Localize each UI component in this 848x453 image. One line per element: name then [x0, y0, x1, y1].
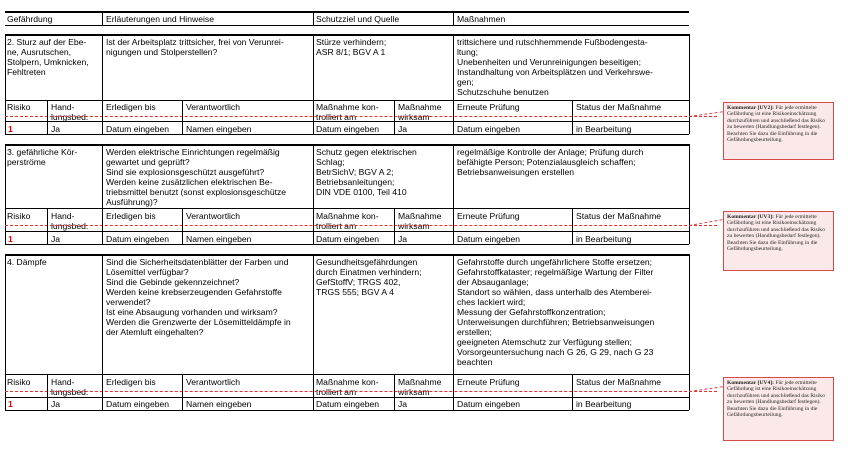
status-value[interactable]: in Bearbeitung [576, 124, 632, 134]
table-border [5, 11, 689, 13]
header-gefaehrdung: Gefährdung [7, 14, 53, 24]
risk-header-status: Status der Maßnahme [576, 102, 662, 112]
comment-title: Kommentar [UV3]: [727, 214, 774, 220]
header-erlaeuterungen: Erläuterungen und Hinweise [106, 14, 214, 24]
risk-header-verantwortlich: Verantwortlich [186, 377, 240, 387]
risk-header-pruefung: Erneute Prüfung [457, 377, 520, 387]
risk-header-risiko: Risiko [7, 377, 31, 387]
risk-header-status: Status der Maßnahme [576, 211, 662, 221]
explanation-text: Sind die Sicherheitsdatenblätter der Farben und Lösemittel verfügbar? Sind die Gebinde gekennzeichnet? Werden keine krebserzeugenden Gefahrstoffe verwendet? Ist eine Absaugung vorhanden und wirksam? Werden die Grenzwerte der Lösemitteldämpfe in der Atemluft eingehalten? [106, 257, 291, 337]
risk-header-status: Status der Maßnahme [576, 377, 662, 387]
handlung-value[interactable]: Ja [51, 124, 61, 134]
erledigen-value[interactable]: Datum eingeben [106, 399, 170, 409]
risk-header-erledigen: Erledigen bis [106, 102, 156, 112]
measures-text: Gefahrstoffe durch ungefährlichere Stoffe ersetzen; Gefahrstoffkataster; regelmäßige Wartung der Filter der Absauganlage; Standort so wählen, dass unterhalb des Atemberei- ches lackiert wird; Messung der Gefahrstoffkonzentration; Unterweisungen durchführen; Betriebsanweisungen erstellen; geeigneten Atemschutz zur Verfügung stellen; Vorsorgeuntersuchung nach G 26, G 29, nach G 23 beachten [457, 257, 655, 367]
risk-header-kontrolliert: Maßnahme kon- trolliert am [316, 377, 379, 397]
comment-box[interactable] [723, 377, 834, 441]
pruefung-value[interactable]: Datum eingeben [457, 234, 521, 244]
risk-header-verantwortlich: Verantwortlich [186, 102, 240, 112]
risk-header-kontrolliert: Maßnahme kon- trolliert am [316, 102, 379, 122]
comment-box[interactable] [723, 211, 834, 271]
comment-box[interactable] [723, 102, 834, 160]
risk-value: 1 [8, 124, 13, 134]
kontrolliert-value[interactable]: Datum eingeben [316, 399, 380, 409]
risk-header-erledigen: Erledigen bis [106, 211, 156, 221]
risk-value: 1 [8, 234, 13, 244]
source-text: Schutz gegen elektrischen Schlag; BetrSichV; BGV A 2; Betriebsanleitungen; DIN VDE 0100, Teil 410 [316, 147, 417, 197]
comment-title: Kommentar [UV2]: [727, 105, 774, 111]
handlung-value[interactable]: Ja [51, 399, 61, 409]
risk-header-wirksam: Maßnahme wirksam [398, 102, 442, 122]
header-schutzziel: Schutzziel und Quelle [316, 14, 400, 24]
risk-header-risiko: Risiko [7, 211, 31, 221]
comment-text: Für jede ermittelte Gefährdung ist eine Risikoeinschätzung durchzuführen und anschließend das Risiko zu bewerten (Handlungsbedarf festlegen). Beachten Sie dazu die Einführung in die Gefährdungsbeurteilung. [727, 105, 825, 144]
kontrolliert-value[interactable]: Datum eingeben [316, 234, 380, 244]
wirksam-value[interactable]: Ja [398, 234, 408, 244]
measures-text: trittsichere und rutschhemmende Fußbodengesta- ltung; Unebenheiten und Verunreinigungen beseitigen; Instandhaltung von Arbeitsplätzen und Verkehrswe- gen; Schutzschuhe benutzen [457, 37, 653, 97]
pruefung-value[interactable]: Datum eingeben [457, 399, 521, 409]
kontrolliert-value[interactable]: Datum eingeben [316, 124, 380, 134]
verantwortlich-value[interactable]: Namen eingeben [186, 234, 252, 244]
handlung-value[interactable]: Ja [51, 234, 61, 244]
verantwortlich-value[interactable]: Namen eingeben [186, 124, 252, 134]
comment-title: Kommentar [UV4]: [727, 380, 774, 386]
status-value[interactable]: in Bearbeitung [576, 399, 632, 409]
risk-header-handlung: Hand- lungsbed. [51, 211, 89, 231]
risk-header-handlung: Hand- lungsbed. [51, 377, 89, 397]
erledigen-value[interactable]: Datum eingeben [106, 124, 170, 134]
risk-header-wirksam: Maßnahme wirksam [398, 377, 442, 397]
risk-header-pruefung: Erneute Prüfung [457, 102, 520, 112]
comment-text: Für jede ermittelte Gefährdung ist eine Risikoeinschätzung durchzuführen und anschließend das Risiko zu bewerten (Handlungsbedarf festlegen). Beachten Sie dazu die Einführung in die Gefährdungsbeurteilung. [727, 380, 825, 419]
risk-header-handlung: Hand- lungsbed. [51, 102, 89, 122]
hazard-text: 2. Sturz auf der Ebe- ne, Ausrutschen, Stolpern, Umknicken, Fehltreten [7, 37, 89, 77]
wirksam-value[interactable]: Ja [398, 399, 408, 409]
risk-header-pruefung: Erneute Prüfung [457, 211, 520, 221]
risk-header-kontrolliert: Maßnahme kon- trolliert am [316, 211, 379, 231]
risk-header-risiko: Risiko [7, 102, 31, 112]
risk-header-verantwortlich: Verantwortlich [186, 211, 240, 221]
explanation-text: Werden elektrische Einrichtungen regelmäßig gewartet und geprüft? Sind sie explosionsgeschützt ausgeführt? Werden keine zusätzlichen elektrischen Be- triebsmittel benutzt (sonst explosionsgeschütze Ausführung)? [106, 147, 287, 207]
source-text: Gesundheitsgefährdungen durch Einatmen verhindern; GefStoffV; TRGS 402, TRGS 555; BGV A 4 [316, 257, 422, 297]
comment-text: Für jede ermittelte Gefährdung ist eine Risikoeinschätzung durchzuführen und anschließend das Risiko zu bewerten (Handlungsbedarf festlegen). Beachten Sie dazu die Einführung in die Gefährdungsbeurteilung. [727, 214, 825, 253]
explanation-text: Ist der Arbeitsplatz trittsicher, frei von Verunrei- nigungen und Stolperstellen? [106, 37, 284, 57]
table-border [5, 25, 689, 26]
risk-value: 1 [8, 399, 13, 409]
hazard-text: 3. gefährliche Kör- perströme [7, 147, 78, 167]
source-text: Stürze verhindern; ASR 8/1; BGV A 1 [316, 37, 387, 57]
risk-header-wirksam: Maßnahme wirksam [398, 211, 442, 231]
header-massnahmen: Maßnahmen [457, 14, 506, 24]
pruefung-value[interactable]: Datum eingeben [457, 124, 521, 134]
verantwortlich-value[interactable]: Namen eingeben [186, 399, 252, 409]
hazard-text: 4. Dämpfe [7, 257, 47, 267]
risk-header-erledigen: Erledigen bis [106, 377, 156, 387]
measures-text: regelmäßige Kontrolle der Anlage; Prüfung durch befähigte Person; Potenzialausgleich schaffen; Betriebsanweisungen erstellen [457, 147, 644, 177]
wirksam-value[interactable]: Ja [398, 124, 408, 134]
status-value[interactable]: in Bearbeitung [576, 234, 632, 244]
erledigen-value[interactable]: Datum eingeben [106, 234, 170, 244]
